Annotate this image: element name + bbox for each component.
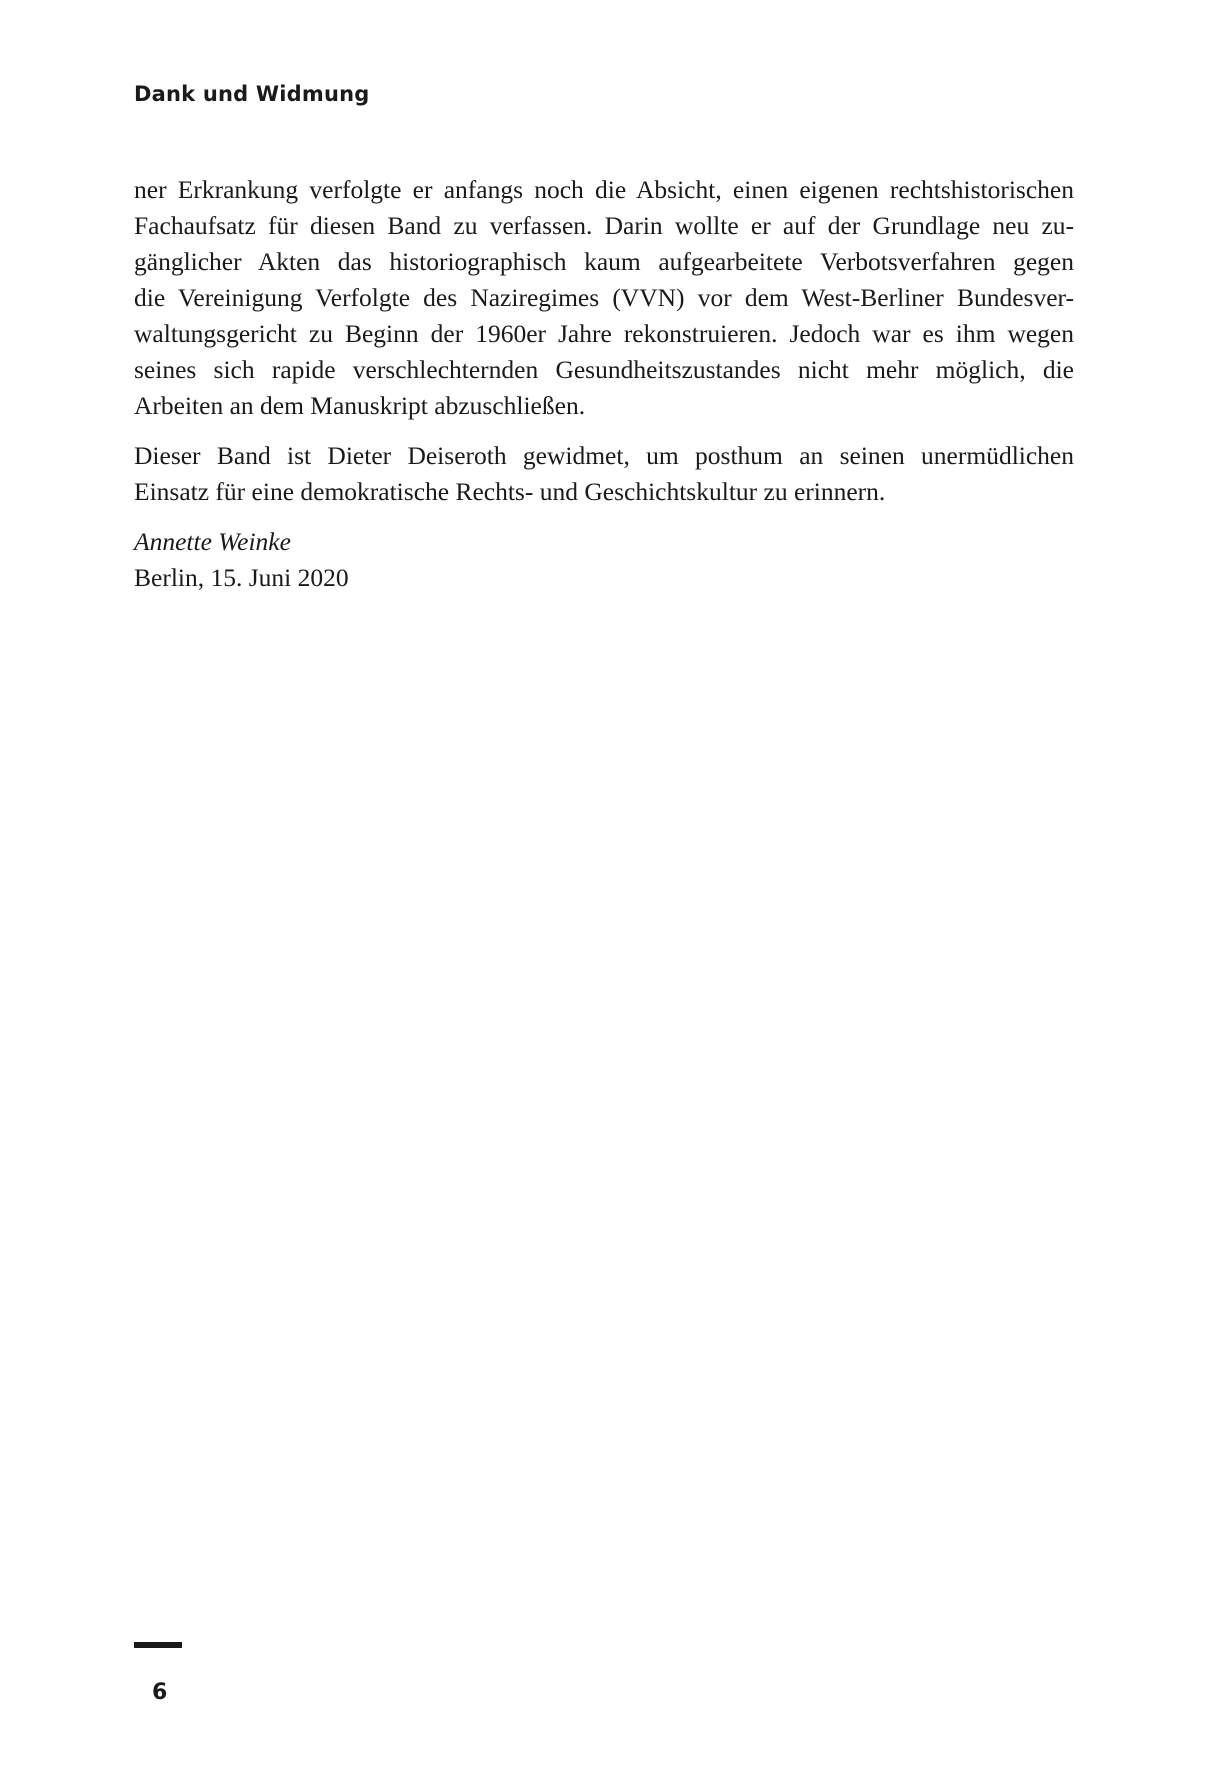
page-number: 6 xyxy=(152,1680,168,1705)
text-line: seines sich rapide verschlechternden Gesundheitszustandes nicht mehr möglich, die xyxy=(134,355,1074,384)
body-text xyxy=(134,172,1074,610)
signature-author: Annette Weinke xyxy=(134,527,291,556)
text-line: Fachaufsatz für diesen Band zu verfassen. Darin wollte er auf der Grundlage neu zu- xyxy=(134,211,1074,240)
text-line: gänglicher Akten das historiographisch kaum aufgearbeitete Verbotsverfahren gegen xyxy=(134,247,1074,276)
paragraph-2 xyxy=(134,438,1074,510)
text-line: waltungsgericht zu Beginn der 1960er Jahre rekonstruieren. Jedoch war es ihm wegen xyxy=(134,319,1074,348)
text-line: die Vereinigung Verfolgte des Naziregimes (VVN) vor dem West-Berliner Bundesver- xyxy=(134,283,1074,312)
paragraph-1 xyxy=(134,172,1074,424)
text-line: ner Erkrankung verfolgte er anfangs noch die Absicht, einen eigenen rechtshistorischen xyxy=(134,175,1074,204)
text-line: Einsatz für eine demokratische Rechts- und Geschichtskultur zu erinnern. xyxy=(134,477,886,506)
running-head: Dank und Widmung xyxy=(134,82,370,106)
text-line: Dieser Band ist Dieter Deiseroth gewidmet, um posthum an seinen unermüdlichen xyxy=(134,441,1074,470)
signature-place-date: Berlin, 15. Juni 2020 xyxy=(134,563,349,592)
signature xyxy=(134,524,1074,596)
footer-rule xyxy=(134,1642,182,1648)
text-line: Arbeiten an dem Manuskript abzuschließen. xyxy=(134,391,586,420)
